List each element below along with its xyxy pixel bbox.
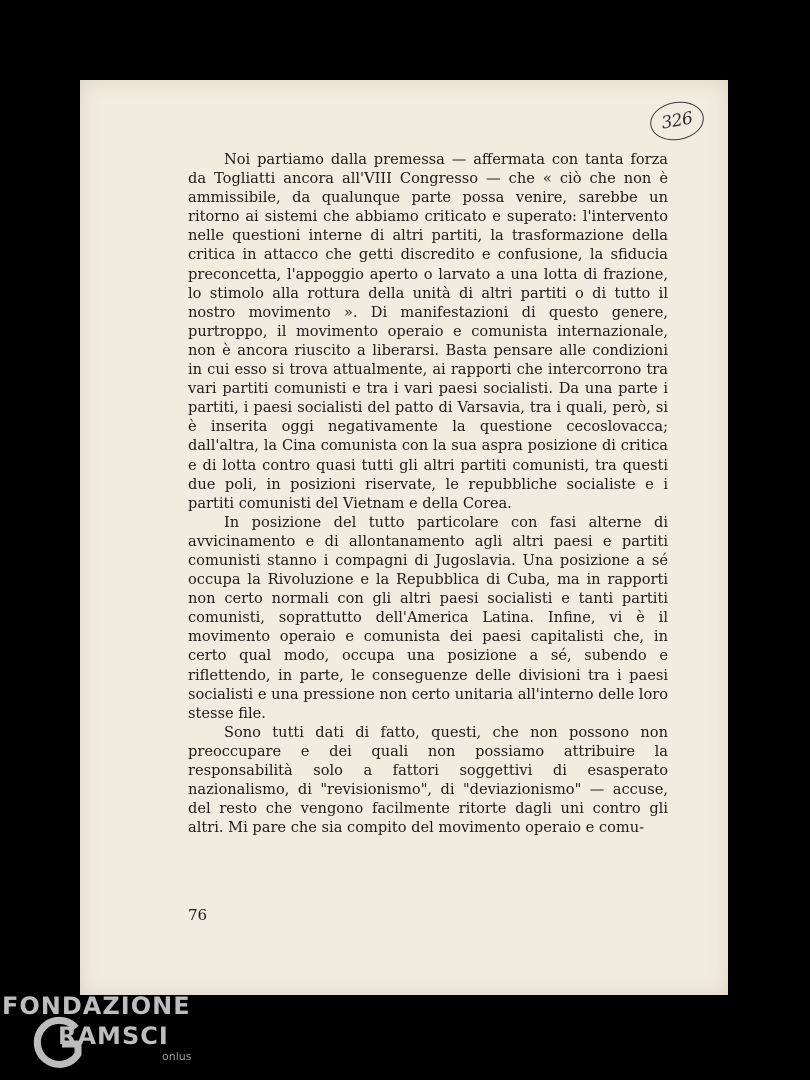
watermark-line-2: RAMSCI <box>58 1022 169 1050</box>
body-text <box>188 150 668 837</box>
fondazione-gramsci-watermark <box>2 992 202 1076</box>
paragraph-2: In posizione del tutto particolare con fasi alterne di avvicinamento e di allontanamento agli altri paesi e partiti comunisti stanno i compagni di Jugoslavia. Una posizione a sé occupa la Rivoluzione e la Repubblica di Cuba, ma in rapporti non certo normali con gli altri paesi socialisti e tanti partiti comunisti, soprattutto dell'America Latina. Infine, vi è il movimento operaio e comunista dei paesi capitalisti che, in certo qual modo, occupa una posizione a sé, subendo e riflettendo, in parte, le conseguenze delle divisioni tra i paesi socialisti e una pressione non certo unitaria all'interno delle loro stesse file. <box>188 513 668 722</box>
book-page <box>80 80 728 995</box>
paragraph-1: Noi partiamo dalla premessa — affermata con tanta forza da Togliatti ancora all'VIII Congresso — che « ciò che non è ammissibile, da qualunque parte possa venire, sarebbe un ritorno ai sistemi che abbiamo criticato e superato: l'intervento nelle questioni interne di altri partiti, la trasformazione della critica in attacco che getti discredito e confusione, la sfiducia preconcetta, l'appoggio aperto o larvato a una lotta di frazione, lo stimolo alla rottura della unità di altri partiti o di tutto il nostro movimento ». Di manifestazioni di questo genere, purtroppo, il movimento operaio e comunista internazionale, non è ancora riuscito a liberarsi. Basta pensare alle condizioni in cui esso si trova attualmente, ai rapporti che intercorrono tra vari partiti comunisti e tra i vari paesi socialisti. Da una parte i partiti, i paesi socialisti del patto di Varsavia, tra i quali, però, si è inserita oggi negativamente la questione cecoslovacca; dall'altra, la Cina comunista con la sua aspra posizione di critica e di lotta contro quasi tutti gli altri partiti comunisti, tra questi due poli, in posizioni riservate, le repubbliche socialiste e i partiti comunisti del Vietnam e della Corea. <box>188 151 668 512</box>
watermark-suffix: onlus <box>162 1050 192 1063</box>
archive-number-stamp: 326 <box>647 98 707 145</box>
page-number: 76 <box>188 906 208 924</box>
paragraph-3: Sono tutti dati di fatto, questi, che non possono non preoccupare e dei quali non possiamo attribuire la responsabilità solo a fattori soggettivi di esasperato nazionalismo, di "revisionismo", di "deviazionismo" — accuse, del resto che vengono facilmente ritorte dagli uni contro gli altri. Mi pare che sia compito del movimento operaio e comu- <box>188 723 668 837</box>
watermark-line-1: FONDAZIONE <box>2 992 191 1020</box>
